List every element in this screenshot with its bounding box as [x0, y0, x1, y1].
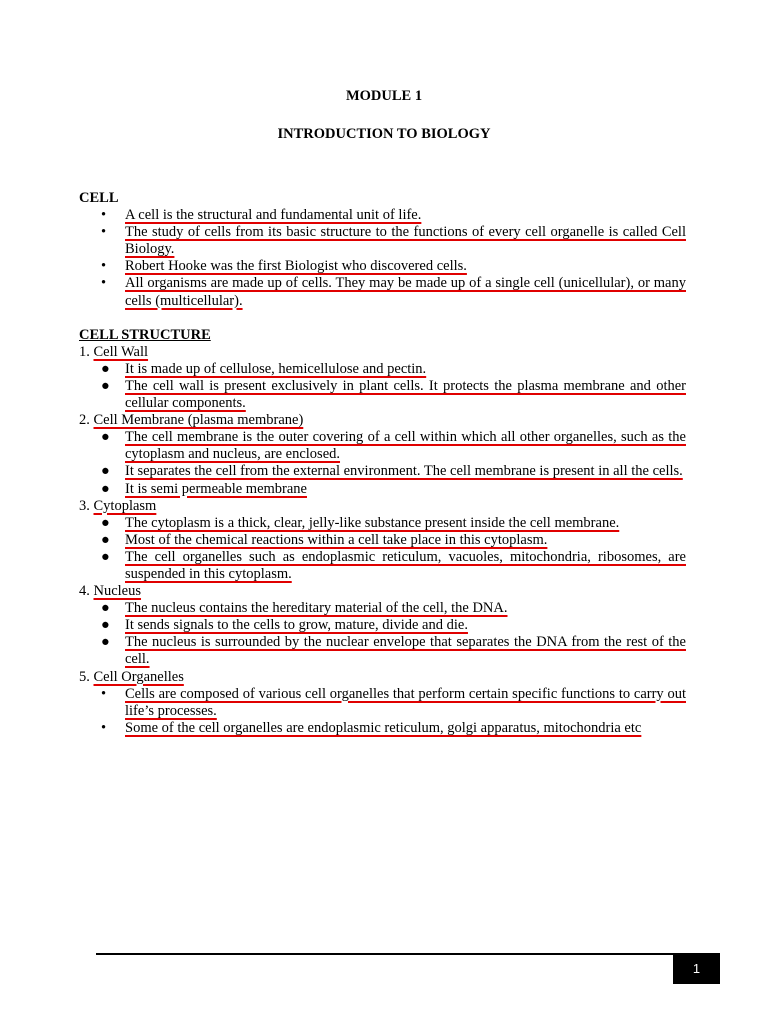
bullet-icon: •	[101, 258, 107, 275]
bullet-icon: ●	[101, 617, 110, 634]
bullet-icon: ●	[101, 480, 110, 497]
bullet-text: A cell is the structural and fundamental unit of life.	[125, 207, 422, 224]
bullet-text: It is made up of cellulose, hemicellulose and pectin.	[125, 360, 427, 377]
list-item	[79, 481, 686, 498]
bullet-text: Some of the cell organelles are endoplasmic reticulum, golgi apparatus, mitochondria etc	[125, 719, 642, 736]
cell-heading: CELL	[79, 190, 119, 206]
bullet-icon: ●	[101, 634, 110, 651]
bullet-icon: ●	[101, 531, 110, 548]
bullet-text: Cells are composed of various cell organelles that perform certain specific functions to carry out life’s processes.	[125, 685, 686, 719]
bullet-text: Most of the chemical reactions within a cell take place in this cytoplasm.	[125, 531, 548, 548]
list-item	[79, 463, 686, 480]
bullet-text: All organisms are made up of cells. They may be made up of a single cell (unicellular), or many cells (multicellular).	[125, 275, 686, 309]
section-heading-cell-membrane	[79, 412, 686, 429]
section-number: 1.	[79, 343, 90, 360]
bullet-text: The nucleus contains the hereditary material of the cell, the DNA.	[125, 600, 508, 617]
list-item	[79, 532, 686, 549]
section-heading-cell-organelles	[79, 669, 686, 686]
cell-structure-heading: CELL STRUCTURE	[79, 326, 211, 343]
bullet-text: The cell membrane is the outer covering of a cell within which all other organelles, such as the cytoplasm and nucleus, are enclosed.	[125, 429, 686, 463]
bullet-icon: •	[101, 224, 107, 241]
section-title: Cell Membrane (plasma membrane)	[93, 412, 304, 429]
list-item	[79, 258, 686, 275]
nucleus-bullet-list	[79, 600, 686, 668]
bullet-text: It sends signals to the cells to grow, mature, divide and die.	[125, 617, 468, 634]
module-title: MODULE 1	[345, 88, 423, 104]
section-number: 5.	[79, 668, 90, 685]
footer-divider	[96, 953, 673, 955]
section-heading-cell-wall	[79, 344, 686, 361]
document-title: INTRODUCTION TO BIOLOGY	[277, 126, 491, 142]
bullet-icon: ●	[101, 429, 110, 446]
bullet-icon: •	[101, 275, 107, 292]
section-title: Cytoplasm	[93, 497, 157, 514]
bullet-text: The nucleus is surrounded by the nuclear envelope that separates the DNA from the rest of the cell.	[125, 634, 686, 668]
list-item	[79, 600, 686, 617]
list-item	[79, 515, 686, 532]
cell-organelles-bullet-list	[79, 686, 686, 737]
bullet-icon: ●	[101, 463, 110, 480]
bullet-icon: ●	[101, 514, 110, 531]
section-number: 3.	[79, 497, 90, 514]
section-number: 4.	[79, 583, 90, 600]
cytoplasm-bullet-list	[79, 515, 686, 583]
section-heading-nucleus	[79, 583, 686, 600]
list-item	[79, 224, 686, 258]
bullet-icon: ●	[101, 548, 110, 565]
document-body	[79, 190, 686, 737]
page-number: 1	[673, 953, 720, 984]
list-item	[79, 207, 686, 224]
bullet-icon: ●	[101, 360, 110, 377]
section-title: Cell Wall	[93, 343, 149, 360]
section-number: 2.	[79, 412, 90, 429]
bullet-text: The cell wall is present exclusively in plant cells. It protects the plasma membrane and other cellular components.	[125, 377, 686, 412]
cell-wall-bullet-list	[79, 361, 686, 412]
list-item	[79, 686, 686, 720]
list-item	[79, 429, 686, 463]
bullet-icon: •	[101, 207, 107, 224]
cell-bullet-list	[79, 207, 686, 310]
bullet-text: The cell organelles such as endoplasmic reticulum, vacuoles, mitochondria, ribosomes, are suspended in this cytoplasm.	[125, 548, 686, 582]
list-item	[79, 275, 686, 309]
list-item	[79, 617, 686, 634]
list-item	[79, 361, 686, 378]
bullet-icon: ●	[101, 600, 110, 617]
section-heading-cytoplasm	[79, 498, 686, 515]
bullet-icon: •	[101, 719, 107, 736]
bullet-text: The cytoplasm is a thick, clear, jelly-like substance present inside the cell membrane.	[125, 514, 620, 531]
bullet-text: The study of cells from its basic structure to the functions of every cell organelle is called Cell Biology.	[125, 224, 686, 258]
bullet-icon: ●	[101, 377, 110, 394]
bullet-text: It is semi permeable membrane	[125, 480, 307, 497]
list-item	[79, 634, 686, 668]
list-item	[79, 720, 686, 737]
list-item	[79, 378, 686, 412]
cell-membrane-bullet-list	[79, 429, 686, 497]
section-title: Nucleus	[93, 583, 142, 600]
list-item	[79, 549, 686, 583]
bullet-text: Robert Hooke was the first Biologist who discovered cells.	[125, 258, 467, 275]
bullet-text: It separates the cell from the external environment. The cell membrane is present in all the cells.	[125, 463, 683, 480]
bullet-icon: •	[101, 685, 107, 702]
section-title: Cell Organelles	[93, 668, 184, 685]
